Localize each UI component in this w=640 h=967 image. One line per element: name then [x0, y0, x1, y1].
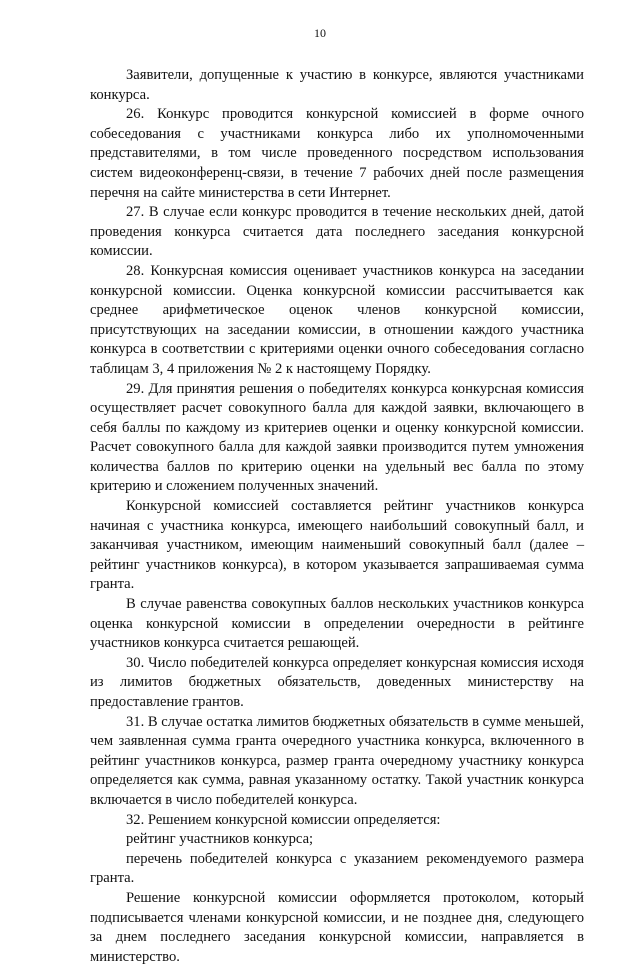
paragraph-rating: Конкурсной комиссией составляется рейтинг участников конкурса начиная с участника конкурса, имеющего наибольший совокупный балл, и заканчивая участником, имеющим наименьший совокупный балл (далее – рейтинг участников конкурса), в котором указывается запрашиваемая сумма гранта. [90, 498, 584, 593]
paragraph-32: 32. Решением конкурсной комиссии определяется: [126, 811, 441, 828]
paragraph-27: 27. В случае если конкурс проводится в течение нескольких дней, датой проведения конкурса считается дата последнего заседания конкурсной комиссии. [90, 204, 584, 260]
paragraph-32-rating: рейтинг участников конкурса; [126, 831, 314, 848]
document-body [90, 66, 584, 967]
paragraph-28: 28. Конкурсная комиссия оценивает участников конкурса на заседании конкурсной комиссии. Оценка конкурсной комиссии рассчитывается как среднее арифметическое оценок членов конкурсной комиссии, присутствующих на заседании комиссии, в отношении каждого участника конкурса в соответствии с критериями оценки очного собеседования согласно таблицам 3, 4 приложения № 2 к настоящему Порядку. [90, 262, 584, 377]
paragraph-29: 29. Для принятия решения о победителях конкурса конкурсная комиссия осуществляет расчет совокупного балла для каждой заявки, включающего в себя баллы по каждому из критериев оценки и оценку конкурсной комиссии. Расчет совокупного балла для каждой заявки производится путем умножения количества баллов по критерию оценки на удельный вес балла по этому критерию и сложением полученных значений. [90, 380, 584, 495]
paragraph-26: 26. Конкурс проводится конкурсной комиссией в форме очного собеседования с участниками конкурса либо их уполномоченными представителями, в том числе проведенного посредством использования систем видеоконференц-связи, в течение 7 рабочих дней после размещения перечня на сайте министерства в сети Интернет. [90, 106, 584, 201]
paragraph-applicants: Заявители, допущенные к участию в конкурсе, являются участниками конкурса. [90, 67, 584, 103]
paragraph-decision: Решение конкурсной комиссии оформляется протоколом, который подписывается членами конкурсной комиссии, и не позднее дня, следующего за днем последнего заседания конкурсной комиссии, направляется в министерство. [90, 889, 584, 965]
paragraph-32-winners: перечень победителей конкурса с указанием рекомендуемого размера гранта. [90, 850, 584, 887]
page-number: 10 [314, 26, 326, 40]
paragraph-30: 30. Число победителей конкурса определяет конкурсная комиссия исходя из лимитов бюджетных обязательств, доведенных министерству на предоставление грантов. [90, 654, 584, 710]
paragraph-equal-scores: В случае равенства совокупных баллов нескольких участников конкурса оценка конкурсной комиссии в определении очередности в рейтинге участников конкурса считается решающей. [90, 596, 584, 652]
paragraph-31: 31. В случае остатка лимитов бюджетных обязательств в сумме меньшей, чем заявленная сумма гранта очередного участника конкурса, включенного в рейтинг участников конкурса, размер гранта очередному участнику конкурса определяется как сумма, равная указанному остатку. Такой участник конкурса включается в число победителей конкурса. [90, 713, 584, 808]
